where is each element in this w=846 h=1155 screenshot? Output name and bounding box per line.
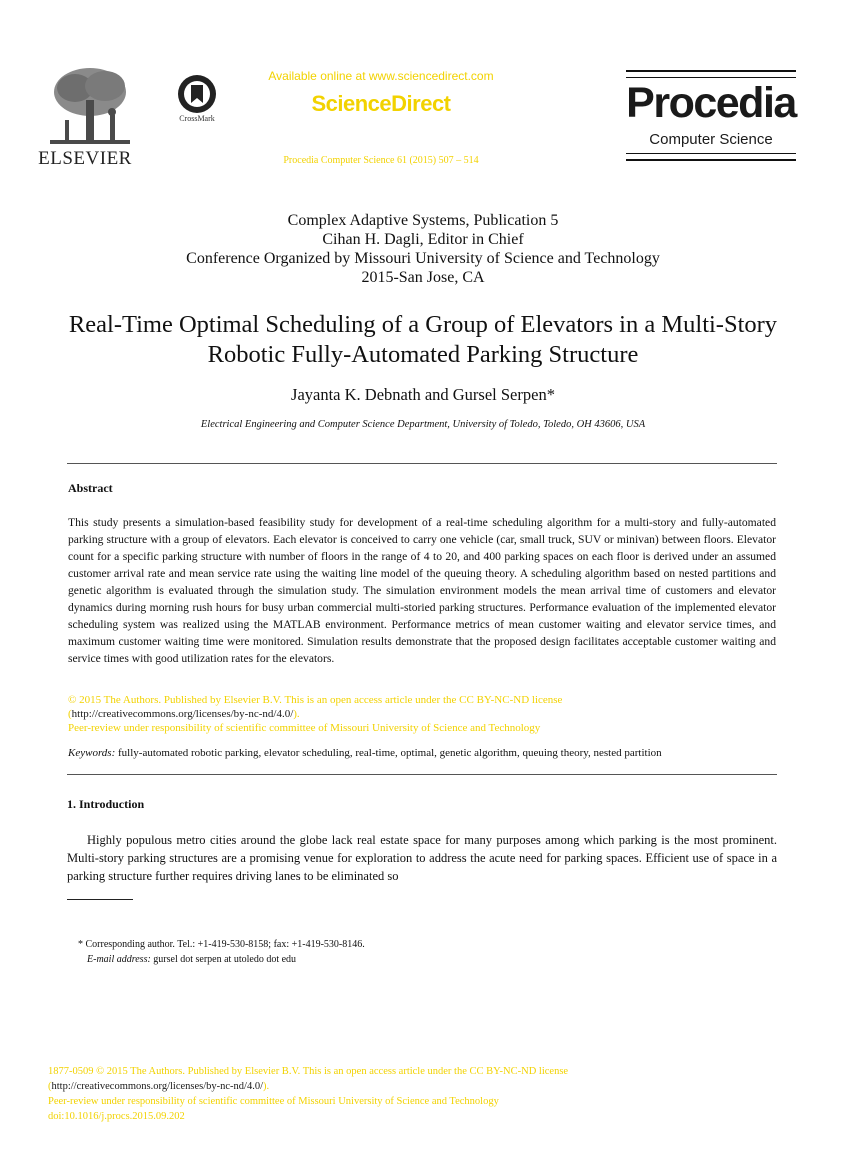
publisher-wordmark: ELSEVIER [38, 148, 132, 169]
footer-license-link[interactable]: http://creativecommons.org/licenses/by-nc-nd/4.0/ [51, 1081, 264, 1092]
footer-license [48, 1079, 808, 1094]
abstract-body: This study presents a simulation-based feasibility study for development of a real-time scheduling algorithm for a multi-story and fully-automated parking structure with a group of elevators. Each elevator is conceived to carry one vehicle (car, small truck, SUV or minivan) between floors. Elevator count for a specific parking structure with number of floors in the range of 4 to 20, and 400 parking spaces on each floor is derived under an assumed customer arrival rate and mean service rate using the waiting line model of the queuing theory. A scheduling algorithm based on nested partitions and genetic algorithm is evaluated through the simulation study. The simulation environment models the mean arrival time of customers and elevator dynamics during morning rush hours for busy urban commercial multi-storied parking structures. Performance evaluation of the implemented elevator scheduling system was realized using the MATLAB environment. Performance metrics of mean customer waiting and elevator service times, and maximum customer waiting time were monitored. Simulation results demonstrate that the proposed design facilitates acceptable customer waiting and service times with good utilization rates for the elevators. [68, 516, 776, 665]
paren-close: ). [263, 1081, 270, 1092]
email-footnote [87, 954, 296, 965]
copyright-license [68, 708, 776, 722]
procedia-subtitle: Computer Science [649, 131, 773, 148]
journal-reference: Procedia Computer Science 61 (2015) 507 – 514 [283, 155, 479, 166]
email-value: gursel dot serpen at utoledo dot edu [150, 954, 297, 965]
paren-close: ). [293, 708, 300, 720]
peer-review-line: Peer-review under responsibility of scientific committee of Missouri University of Science and Technology [68, 722, 541, 734]
conference-line-2: Cihan H. Dagli, Editor in Chief [322, 231, 524, 248]
procedia-rule [626, 159, 796, 161]
divider [67, 463, 777, 464]
conference-line-1: Complex Adaptive Systems, Publication 5 [287, 212, 559, 229]
crossmark-label: CrossMark [179, 114, 215, 123]
corresponding-author: * Corresponding author. Tel.: +1-419-530-8158; fax: +1-419-530-8146. [78, 939, 365, 950]
conference-line-3: Conference Organized by Missouri University of Science and Technology [186, 250, 660, 267]
section-heading: 1. Introduction [67, 797, 145, 811]
procedia-title: Procedia [626, 79, 796, 127]
footer-doi[interactable]: doi:10.1016/j.procs.2015.09.202 [48, 1111, 185, 1122]
copyright-line: © 2015 The Authors. Published by Elsevier B.V. This is an open access article under the CC BY-NC-ND license [68, 694, 563, 706]
footnote-rule [67, 899, 133, 900]
introduction-body: Highly populous metro cities around the globe lack real estate space for many purposes among which parking is the most prominent. Multi-story parking structures are a promising venue for exploration to address the acute need for parking spaces. Efficient use of space in a parking structure further requires driving lanes to be eliminated so [67, 833, 777, 883]
paper-authors: Jayanta K. Debnath and Gursel Serpen* [291, 385, 555, 404]
abstract-heading: Abstract [68, 481, 113, 495]
paper-title: Real-Time Optimal Scheduling of a Group of Elevators in a Multi-Story Robotic Fully-Automated Parking Structure [68, 311, 778, 368]
keywords-list: fully-automated robotic parking, elevator scheduling, real-time, optimal, genetic algorithm, queuing theory, nested partition [115, 747, 662, 759]
procedia-rule [626, 153, 796, 154]
footer-issn-line: 1877-0509 © 2015 The Authors. Published by Elsevier B.V. This is an open access article under the CC BY-NC-ND license [48, 1066, 569, 1077]
procedia-rule [626, 77, 796, 78]
email-label: E-mail address: [87, 954, 151, 965]
footer-peer-review: Peer-review under responsibility of scientific committee of Missouri University of Science and Technology [48, 1096, 499, 1107]
conference-line-4: 2015-San Jose, CA [361, 269, 485, 286]
available-online-link[interactable]: Available online at www.sciencedirect.com [268, 69, 494, 83]
divider [67, 774, 777, 775]
paren-open: ( [68, 708, 72, 720]
keywords-label: Keywords: [68, 747, 116, 759]
procedia-rule [626, 70, 796, 72]
keywords [68, 747, 776, 759]
sciencedirect-logo[interactable]: ScienceDirect [311, 91, 451, 116]
paper-affiliation: Electrical Engineering and Computer Science Department, University of Toledo, Toledo, OH 43606, USA [200, 419, 646, 430]
license-link[interactable]: http://creativecommons.org/licenses/by-nc-nd/4.0/ [71, 708, 294, 720]
paren-open: ( [48, 1081, 52, 1092]
